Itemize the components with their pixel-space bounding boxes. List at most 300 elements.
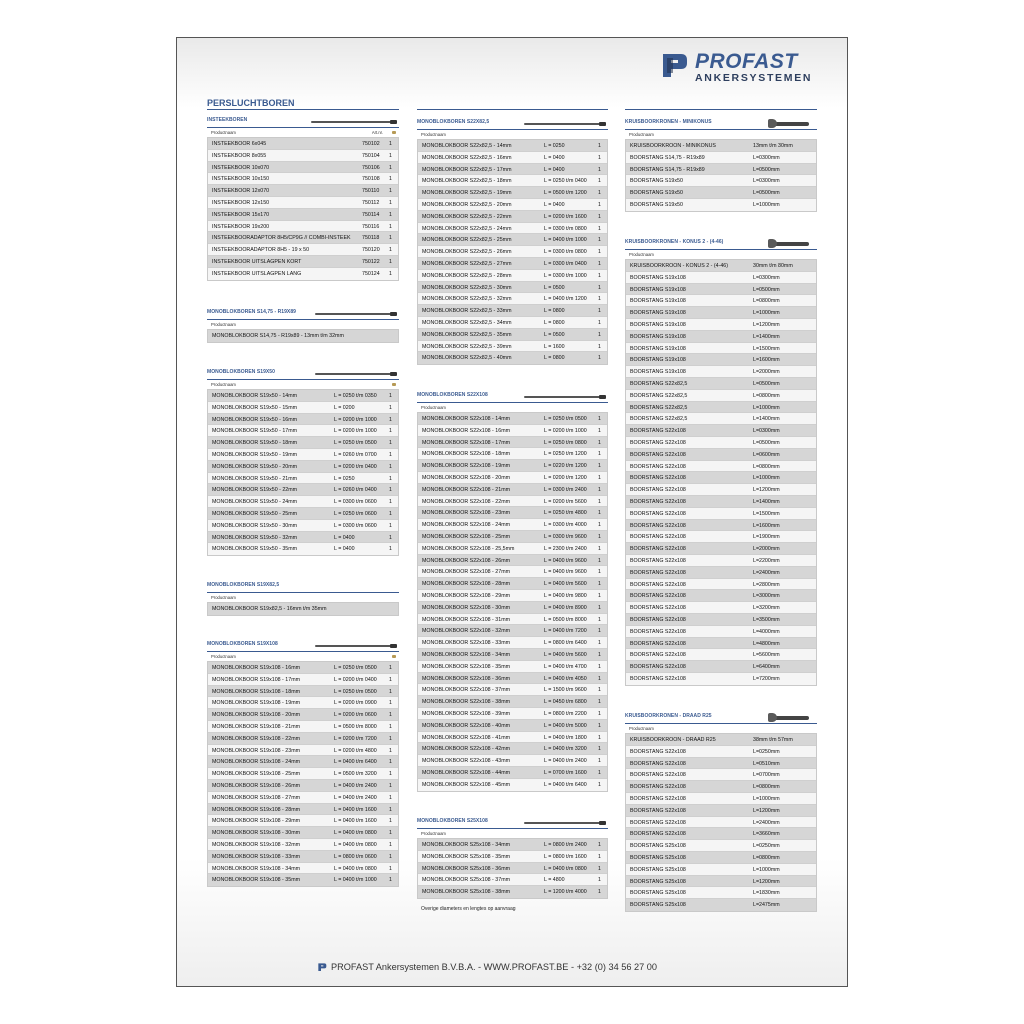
cell-spec: L = 0250 t/m 0500 — [334, 665, 377, 671]
cell-spec: L=0800mm — [753, 392, 780, 399]
table-row — [626, 461, 816, 473]
table-row — [208, 815, 398, 827]
cell-name: MONOBLOKBOOR S25x108 - 35mm — [422, 853, 511, 860]
cell-spec: L = 0250 t/m 0350 — [334, 393, 377, 399]
cell-name: BOORSTANG S19x108 — [630, 369, 686, 376]
table-row — [208, 780, 398, 792]
section-title: MONOBLOKBOREN S19X50 — [207, 369, 275, 375]
table-row — [208, 520, 398, 532]
cell-name: MONOBLOKBOOR S22x108 - 20mm — [422, 474, 511, 481]
cell-art: 750102 — [362, 141, 380, 147]
table-row — [626, 187, 816, 199]
table-row — [208, 532, 398, 544]
cell-spec: L = 0400 t/m 0800 — [544, 865, 587, 872]
cell-spec: L=1600mm — [753, 522, 780, 529]
table-row — [418, 779, 607, 791]
cell-spec: L = 0300 t/m 4000 — [544, 522, 587, 529]
cell-spec: L=0300mm — [753, 274, 780, 281]
cell-spec: L = 0500 — [544, 284, 565, 291]
cell-name: BOORSTANG S22x108 — [630, 439, 686, 446]
availability-note: Overige diameters en lengtes op aanvraag — [421, 906, 516, 912]
cell-spec: L=0300mm — [753, 154, 780, 161]
cell-name: INSTEEKBOOR 8x055 — [212, 152, 267, 159]
table-row — [626, 520, 816, 532]
cell-spec: L = 0200 t/m 1600 — [544, 213, 587, 220]
table-row — [626, 864, 816, 876]
section-header — [207, 368, 399, 380]
table-row — [418, 507, 607, 519]
cell-qty: 1 — [598, 510, 601, 517]
cell-spec: L = 0700 t/m 1600 — [544, 769, 587, 776]
cell-art: 750106 — [362, 164, 380, 171]
cell-qty: 1 — [598, 331, 601, 338]
cell-qty: 1 — [389, 475, 392, 482]
table-row — [626, 817, 816, 829]
cell-spec: L = 0800 — [544, 319, 565, 326]
table-row — [208, 709, 398, 721]
cell-name: BOORSTANG S22x108 — [630, 628, 686, 635]
box-icon — [392, 131, 396, 134]
table-row — [626, 472, 816, 484]
column-rule — [417, 109, 608, 110]
cell-qty: 1 — [598, 355, 601, 362]
table-row — [626, 508, 816, 520]
cell-spec: L=4000mm — [753, 628, 780, 635]
table-row — [626, 661, 816, 673]
table-row — [626, 354, 816, 366]
cell-spec: L=1200mm — [753, 321, 780, 328]
cell-qty: 1 — [389, 759, 392, 766]
cell-name: MONOBLOKBOOR S22x108 - 44mm — [422, 769, 511, 776]
cell-spec: L = 0260 t/m 0700 — [334, 451, 377, 458]
cell-name: MONOBLOKBOOR S22x108 - 45mm — [422, 781, 511, 788]
cell-qty: 1 — [598, 675, 601, 682]
cell-spec: L=2200mm — [753, 557, 780, 564]
cell-qty: 1 — [389, 428, 392, 435]
cell-spec: L = 0200 t/m 0400 — [334, 676, 377, 683]
cell-spec: L=1000mm — [753, 310, 780, 317]
table-row — [626, 673, 816, 685]
cell-name: BOORSTANG S25x108 — [630, 878, 686, 885]
cell-name: MONOBLOKBOOR S22x108 - 35mm — [422, 663, 511, 670]
table-row — [208, 721, 398, 733]
cell-name: MONOBLOKBOOR S22x82,5 - 26mm — [422, 249, 512, 256]
table-row — [418, 425, 607, 437]
cell-qty: 1 — [389, 771, 392, 778]
cell-spec: L=1830mm — [753, 890, 780, 897]
table-row — [418, 863, 607, 875]
cell-qty: 1 — [598, 758, 601, 765]
cell-qty: 1 — [598, 166, 601, 173]
cell-qty: 1 — [598, 213, 601, 220]
cell-spec: L = 0800 t/m 0600 — [334, 853, 377, 860]
cell-name: BOORSTANG S22x108 — [630, 616, 686, 623]
cell-qty: 1 — [598, 842, 601, 848]
cell-spec: L=1400mm — [753, 333, 780, 340]
table-row — [208, 232, 398, 244]
table-row — [208, 603, 398, 615]
table-row — [626, 378, 816, 390]
cell-spec: L = 0250 t/m 4800 — [544, 510, 587, 517]
section-s1475 — [207, 308, 399, 343]
cell-qty: 1 — [598, 272, 601, 279]
table-row — [418, 637, 607, 649]
cell-spec: L = 0400 t/m 1000 — [334, 877, 377, 884]
header-article-number: Art.nr. — [371, 130, 383, 135]
cell-spec: L = 0500 — [544, 331, 565, 338]
section-header — [207, 581, 399, 593]
table-header — [207, 380, 399, 389]
cell-spec: L = 0400 t/m 0800 — [334, 865, 377, 872]
cell-qty: 1 — [598, 474, 601, 481]
cell-name: INSTEEKBOOR UITSLAGPEN LANG — [212, 270, 302, 277]
section-header — [625, 712, 817, 724]
page-footer — [331, 962, 657, 972]
cell-name: KRUISBOORKROON - MINIKONUS — [630, 143, 716, 149]
cell-qty: 1 — [389, 176, 392, 183]
table-row — [208, 697, 398, 709]
cell-name: BOORSTANG S22x108 — [630, 546, 686, 553]
cell-qty: 1 — [389, 688, 392, 695]
cell-qty: 1 — [598, 640, 601, 647]
cell-spec: L=2000mm — [753, 369, 780, 376]
cell-qty: 1 — [598, 319, 601, 326]
table-row — [626, 402, 816, 414]
cell-name: BOORSTANG S22x108 — [630, 807, 686, 814]
cell-name: BOORSTANG S19x108 — [630, 274, 686, 281]
product-table — [625, 733, 817, 912]
section-header — [625, 238, 817, 250]
cell-qty: 1 — [389, 841, 392, 848]
cell-name: MONOBLOKBOOR S19x50 - 21mm — [212, 475, 298, 482]
cell-spec: L = 0400 t/m 7200 — [544, 628, 587, 635]
cell-qty: 1 — [598, 865, 601, 872]
cell-spec: L=1000mm — [753, 201, 780, 208]
table-row — [626, 140, 816, 152]
cell-spec: L = 1600 — [544, 343, 565, 350]
cell-qty: 1 — [598, 651, 601, 658]
cross-bit-icon — [765, 716, 815, 720]
section-insteekboren — [207, 116, 399, 281]
cell-art: 750124 — [362, 270, 380, 277]
cell-name: MONOBLOKBOOR S22x82,5 - 19mm — [422, 190, 512, 197]
cell-qty: 1 — [389, 676, 392, 683]
table-row — [208, 414, 398, 426]
table-row — [626, 758, 816, 770]
table-row — [208, 496, 398, 508]
table-row — [418, 293, 607, 305]
cell-name: MONOBLOKBOOR S22x82,5 - 24mm — [422, 225, 512, 232]
table-row — [208, 674, 398, 686]
table-row — [626, 614, 816, 626]
cell-spec: L = 0250 t/m 1200 — [544, 451, 587, 458]
table-row — [208, 209, 398, 221]
cell-name: MONOBLOKBOOR S25x108 - 38mm — [422, 889, 511, 896]
cell-spec: 13mm t/m 30mm — [753, 143, 793, 149]
cell-name: MONOBLOKBOOR S19x108 - 28mm — [212, 806, 301, 813]
table-header — [625, 250, 817, 259]
cell-spec: L = 0200 t/m 7200 — [334, 735, 377, 742]
cell-name: MONOBLOKBOOR S25x108 - 37mm — [422, 877, 511, 884]
table-row — [208, 863, 398, 875]
cell-spec: L=4800mm — [753, 640, 780, 647]
section-s19x50 — [207, 368, 399, 556]
product-table — [207, 389, 399, 556]
cell-qty: 1 — [389, 258, 392, 265]
brand-name: PROFAST — [695, 50, 798, 73]
cell-qty: 1 — [389, 247, 392, 254]
cell-qty: 1 — [389, 393, 392, 399]
cell-spec: L = 0250 t/m 0400 — [544, 178, 587, 185]
cell-name: MONOBLOKBOOR S22x82,5 - 18mm — [422, 178, 512, 185]
table-row — [208, 449, 398, 461]
table-row — [418, 649, 607, 661]
section-header — [417, 817, 608, 829]
cell-name: MONOBLOKBOOR S22x108 - 16mm — [422, 427, 511, 434]
cell-spec: L = 0300 t/m 2400 — [544, 486, 587, 493]
table-row — [418, 555, 607, 567]
product-table — [625, 259, 817, 686]
cell-spec: L=6400mm — [753, 664, 780, 671]
cell-spec: L = 0400 t/m 1600 — [334, 818, 377, 825]
cell-qty: 1 — [598, 343, 601, 350]
cell-art: 750120 — [362, 247, 380, 254]
footer-text: PROFAST Ankersystemen B.V.B.A. - WWW.PROFAST.BE - +32 (0) 34 56 27 00 — [331, 962, 658, 972]
cell-name: MONOBLOKBOOR S19x50 - 15mm — [212, 404, 298, 411]
cell-spec: L=2800mm — [753, 581, 780, 588]
cell-name: MONOBLOKBOOR S19x50 - 24mm — [212, 499, 298, 506]
table-row — [418, 743, 607, 755]
drill-bit-icon — [524, 821, 606, 825]
cell-spec: L=0500mm — [753, 190, 780, 197]
section-title: MONOBLOKBOREN S22X108 — [417, 392, 488, 398]
cell-spec: L = 1500 t/m 9600 — [544, 687, 587, 694]
table-row — [208, 827, 398, 839]
cell-qty: 1 — [389, 199, 392, 206]
cell-spec: L=5600mm — [753, 652, 780, 659]
cell-spec: L = 0400 t/m 5600 — [544, 581, 587, 588]
header-product-name: Productnaam — [421, 831, 446, 836]
cell-name: MONOBLOKBOOR S19x108 - 23mm — [212, 747, 301, 754]
table-row — [418, 673, 607, 685]
product-table — [207, 329, 399, 343]
cell-name: BOORSTANG S22x108 — [630, 819, 686, 826]
table-row — [626, 840, 816, 852]
table-row — [208, 221, 398, 233]
cell-qty: 1 — [389, 451, 392, 458]
cell-spec: L=0800mm — [753, 784, 780, 791]
cell-qty: 1 — [598, 225, 601, 232]
section-title: KRUISBOORKRONEN - MINIKONUS — [625, 119, 712, 125]
cell-spec: L=1500mm — [753, 510, 780, 517]
table-row — [208, 662, 398, 674]
cell-spec: L = 0250 t/m 0800 — [544, 439, 587, 446]
table-row — [626, 555, 816, 567]
cell-name: MONOBLOKBOOR S22x82,5 - 20mm — [422, 201, 512, 208]
section-header — [207, 640, 399, 652]
section-header — [207, 308, 399, 320]
cell-qty: 1 — [389, 546, 392, 553]
cell-name: MONOBLOKBOOR S22x108 - 19mm — [422, 463, 511, 470]
cell-name: MONOBLOKBOOR S22x108 - 24mm — [422, 522, 511, 529]
table-row — [626, 319, 816, 331]
cell-spec: L=2400mm — [753, 819, 780, 826]
cell-name: MONOBLOKBOOR S22x108 - 26mm — [422, 557, 511, 564]
cell-qty: 1 — [389, 522, 392, 529]
cell-qty: 1 — [598, 604, 601, 611]
cell-spec: L = 0400 t/m 0800 — [334, 841, 377, 848]
cell-name: MONOBLOKBOOR S22x108 - 25mm — [422, 533, 511, 540]
drill-bit-icon — [524, 395, 606, 399]
cell-name: MONOBLOKBOOR S19x108 - 35mm — [212, 877, 301, 884]
cell-qty: 1 — [598, 699, 601, 706]
cell-art: 750116 — [362, 223, 380, 230]
cell-name: BOORSTANG S19x108 — [630, 298, 686, 305]
table-row — [418, 175, 607, 187]
cell-spec: L = 4800 — [544, 877, 565, 884]
table-row — [418, 566, 607, 578]
cell-qty: 1 — [389, 463, 392, 470]
cell-qty: 1 — [389, 270, 392, 277]
table-row — [418, 720, 607, 732]
table-row — [418, 484, 607, 496]
cell-spec: L = 0450 t/m 6800 — [544, 699, 587, 706]
cell-name: BOORSTANG S22x108 — [630, 593, 686, 600]
table-row — [418, 305, 607, 317]
table-row — [208, 874, 398, 886]
cell-name: BOORSTANG S22x108 — [630, 534, 686, 541]
cell-name: MONOBLOKBOOR S19x50 - 14mm — [212, 393, 298, 399]
cell-spec: L = 0250 t/m 0500 — [334, 440, 377, 447]
cell-qty: 1 — [598, 581, 601, 588]
cell-qty: 1 — [598, 498, 601, 505]
table-row — [418, 851, 607, 863]
cell-qty: 1 — [598, 237, 601, 244]
cell-name: BOORSTANG S22x108 — [630, 581, 686, 588]
cell-qty: 1 — [389, 487, 392, 494]
table-row — [626, 887, 816, 899]
cell-art: 750108 — [362, 176, 380, 183]
cell-spec: L = 0300 t/m 0400 — [544, 260, 587, 267]
table-row — [208, 390, 398, 402]
cell-qty: 1 — [598, 769, 601, 776]
cell-spec: L = 0800 — [544, 355, 565, 362]
cell-spec: L=0300mm — [753, 428, 780, 435]
cell-spec: L = 0400 t/m 8900 — [544, 604, 587, 611]
cell-spec: L = 0400 — [544, 201, 565, 208]
cell-name: MONOBLOKBOOR S19x108 - 30mm — [212, 830, 301, 837]
page-title-rule — [207, 109, 399, 110]
cell-name: MONOBLOKBOOR S19x50 - 16mm — [212, 416, 298, 423]
cell-name: MONOBLOKBOOR S22x108 - 42mm — [422, 746, 511, 753]
table-row — [626, 579, 816, 591]
table-row — [626, 496, 816, 508]
cell-spec: L = 0200 — [334, 404, 355, 411]
cell-qty: 1 — [389, 141, 392, 147]
cell-name: MONOBLOKBOOR S22x108 - 38mm — [422, 699, 511, 706]
cross-bit-icon — [765, 122, 815, 126]
table-row — [208, 792, 398, 804]
table-row — [208, 150, 398, 162]
cell-spec: 30mm t/m 80mm — [753, 263, 793, 269]
cell-name: MONOBLOKBOOR S22x108 - 40mm — [422, 722, 511, 729]
cell-name: MONOBLOKBOOR S25x108 - 36mm — [422, 865, 511, 872]
cell-spec: L = 0500 t/m 1200 — [544, 190, 587, 197]
cell-name: MONOBLOKBOOR S19x50 - 25mm — [212, 510, 298, 517]
cell-name: MONOBLOKBOOR S19x108 - 20mm — [212, 712, 301, 719]
cell-name: MONOBLOKBOOR S19x50 - 35mm — [212, 546, 298, 553]
cell-name: KRUISBOORKROON - KONUS 2 - (4-46) — [630, 263, 729, 269]
cell-name: BOORSTANG S22x108 — [630, 498, 686, 505]
cell-qty: 1 — [598, 260, 601, 267]
table-row — [626, 284, 816, 296]
section-s22x825 — [417, 118, 608, 365]
cell-name: MONOBLOKBOOR S22x82,5 - 28mm — [422, 272, 512, 279]
cell-qty: 1 — [389, 723, 392, 730]
table-header — [417, 829, 608, 838]
table-row — [418, 460, 607, 472]
cell-qty: 1 — [598, 781, 601, 788]
cell-qty: 1 — [598, 687, 601, 694]
table-row — [418, 187, 607, 199]
table-row — [418, 496, 607, 508]
cell-spec: L = 0250 t/m 0500 — [334, 688, 377, 695]
table-row — [418, 437, 607, 449]
table-row — [208, 197, 398, 209]
cell-spec: L = 0400 t/m 2400 — [334, 782, 377, 789]
cell-name: MONOBLOKBOOR S19x108 - 32mm — [212, 841, 301, 848]
cell-qty: 1 — [389, 865, 392, 872]
cell-qty: 1 — [598, 522, 601, 529]
cell-name: BOORSTANG S22x108 — [630, 569, 686, 576]
cell-name: BOORSTANG S22x108 — [630, 475, 686, 482]
section-konus2 — [625, 238, 817, 686]
cell-spec: L = 0800 t/m 1600 — [544, 853, 587, 860]
cell-spec: L=0500mm — [753, 286, 780, 293]
cell-name: BOORSTANG S25x108 — [630, 890, 686, 897]
cell-name: MONOBLOKBOOR S22x108 - 17mm — [422, 439, 511, 446]
table-row — [626, 484, 816, 496]
cell-name: BOORSTANG S19x108 — [630, 333, 686, 340]
cell-name: MONOBLOKBOOR S19x50 - 17mm — [212, 428, 298, 435]
cell-spec: 38mm t/m 57mm — [753, 737, 793, 743]
cell-name: INSTEEKBOOR 6x045 — [212, 141, 267, 147]
cell-spec: L = 0400 t/m 2400 — [334, 794, 377, 801]
cell-qty: 1 — [389, 440, 392, 447]
table-header — [417, 130, 608, 139]
cell-name: BOORSTANG S22x108 — [630, 510, 686, 517]
section-title: MONOBLOKBOREN S14,75 - R19X89 — [207, 309, 296, 315]
brand-subtitle: ANKERSYSTEMEN — [695, 72, 813, 84]
table-row — [208, 244, 398, 256]
table-row — [208, 173, 398, 185]
cell-name: INSTEEKBOOR 10x070 — [212, 164, 270, 171]
cell-qty: 1 — [389, 235, 392, 242]
table-row — [626, 272, 816, 284]
cell-name: BOORSTANG S22x108 — [630, 784, 686, 791]
table-row — [418, 352, 607, 364]
cell-name: BOORSTANG S19x50 — [630, 201, 683, 208]
table-row — [418, 625, 607, 637]
table-row — [208, 330, 398, 342]
cell-spec: L = 0400 t/m 0800 — [334, 830, 377, 837]
cell-qty: 1 — [598, 427, 601, 434]
table-row — [626, 649, 816, 661]
cell-name: MONOBLOKBOOR S19x50 - 22mm — [212, 487, 298, 494]
table-row — [418, 223, 607, 235]
cell-spec: L=3000mm — [753, 593, 780, 600]
cell-qty: 1 — [598, 154, 601, 161]
